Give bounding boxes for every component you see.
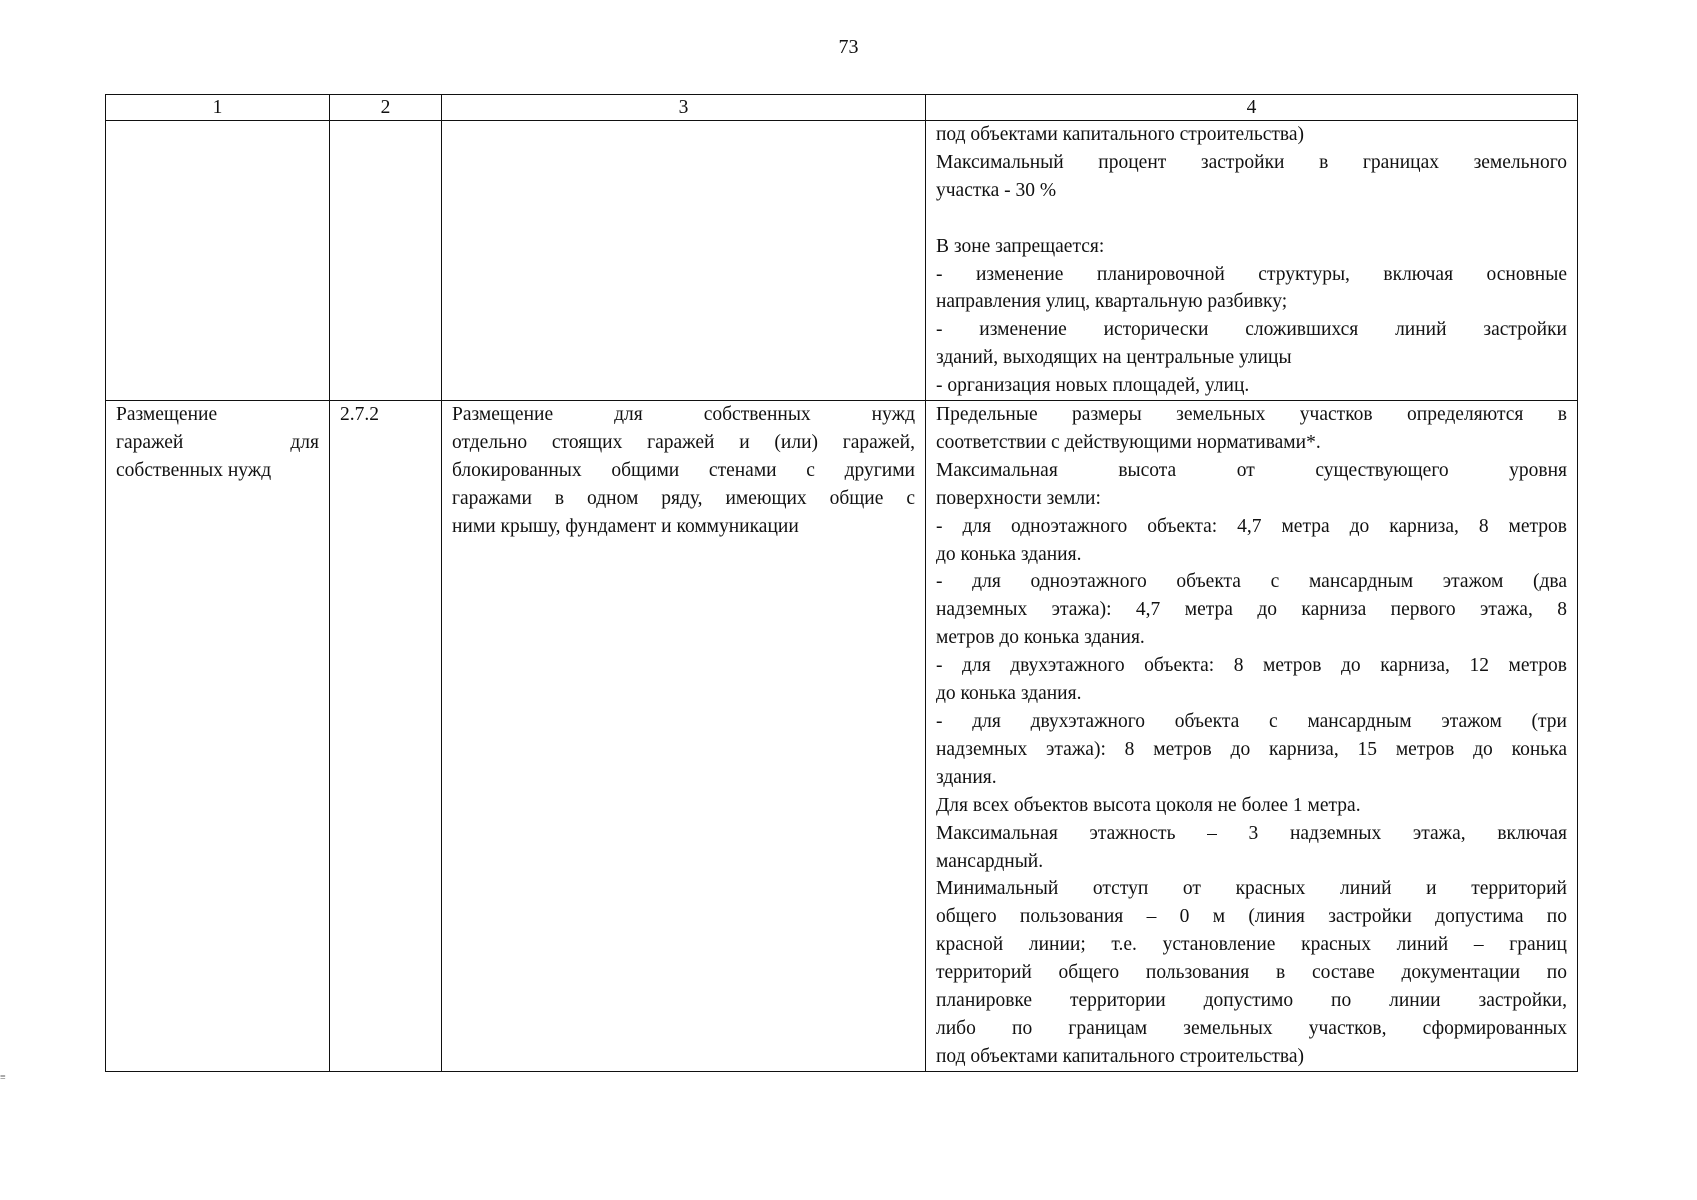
text-line: отдельно стоящих гаражей и (или) гаражей, xyxy=(452,431,915,453)
header-row xyxy=(106,95,1578,121)
text-line: - для двухэтажного объекта с мансардным этажом (три xyxy=(936,711,1567,733)
text-line: до конька здания. xyxy=(936,543,1082,565)
text-line: надземных этажа): 4,7 метра до карниза первого этажа, 8 xyxy=(936,599,1567,621)
text-line: метров до конька здания. xyxy=(936,627,1145,649)
text-line: поверхности земли: xyxy=(936,487,1101,509)
regulations-table xyxy=(105,94,1578,1072)
text-line: планировке территории допустимо по линии застройки, xyxy=(936,990,1567,1012)
header-col-2: 2 xyxy=(330,95,442,121)
text-line: - для двухэтажного объекта: 8 метров до карниза, 12 метров xyxy=(936,655,1567,677)
text-line: Размещение xyxy=(116,404,218,426)
text-line: В зоне запрещается: xyxy=(936,235,1105,257)
header-col-3: 3 xyxy=(442,95,926,121)
text-line: здания. xyxy=(936,766,997,788)
text-line: под объектами капитального строительства) xyxy=(936,1045,1305,1067)
text-line: участка - 30 % xyxy=(936,179,1057,201)
text-line: территорий общего пользования в составе документации по xyxy=(936,962,1567,984)
table-row-continuation xyxy=(106,121,1578,401)
cont-col2-cell xyxy=(330,121,442,401)
text-line: направления улиц, квартальную разбивку; xyxy=(936,291,1288,313)
header-col-1: 1 xyxy=(106,95,330,121)
text-line: красной линии; т.е. установление красных линий – границ xyxy=(936,934,1567,956)
text-line: - для одноэтажного объекта: 4,7 метра до карниза, 8 метров xyxy=(936,515,1567,537)
text-line: под объектами капитального строительства) xyxy=(936,124,1305,145)
text-line: гаражей для xyxy=(116,431,319,453)
text-line: Предельные размеры земельных участков определяются в xyxy=(936,404,1567,426)
text-line: либо по границам земельных участков, сформированных xyxy=(936,1017,1567,1039)
text-line: ними крышу, фундамент и коммуникации xyxy=(452,515,799,537)
cont-col3-cell xyxy=(442,121,926,401)
cont-col4-cell xyxy=(926,121,1578,401)
text-line: соответствии с действующими нормативами*. xyxy=(936,431,1321,453)
text-line: - изменение планировочной структуры, включая основные xyxy=(936,263,1567,285)
text-line: - изменение исторически сложившихся линий застройки xyxy=(936,319,1567,341)
text-line: - для одноэтажного объекта с мансардным этажом (два xyxy=(936,571,1567,593)
text-line: - организация новых площадей, улиц. xyxy=(936,375,1250,397)
text-line: до конька здания. xyxy=(936,683,1082,705)
text-line xyxy=(936,205,1567,233)
text-line: Максимальная этажность – 3 надземных этажа, включая xyxy=(936,822,1567,844)
text-line: собственных нужд xyxy=(116,459,272,481)
page-number: 73 xyxy=(838,36,859,58)
table-row-garages xyxy=(106,401,1578,1072)
parameters-cell xyxy=(926,401,1578,1072)
header-col-4: 4 xyxy=(926,95,1578,121)
text-line: Для всех объектов высота цоколя не более 1 метра. xyxy=(936,794,1361,816)
use-description-cell xyxy=(442,401,926,1072)
text-line: надземных этажа): 8 метров до карниза, 15 метров до конька xyxy=(936,738,1567,760)
scan-margin-mark: ≡ xyxy=(0,1072,6,1083)
text-line: Размещение для собственных нужд xyxy=(452,404,915,426)
use-type-name-cell xyxy=(106,401,330,1072)
text-line: Минимальный отступ от красных линий и территорий xyxy=(936,878,1567,900)
use-code-cell: 2.7.2 xyxy=(330,401,442,1072)
text-line: гаражами в одном ряду, имеющих общие с xyxy=(452,487,915,509)
text-line: мансардный. xyxy=(936,850,1044,872)
cont-col1-cell xyxy=(106,121,330,401)
text-line: общего пользования – 0 м (линия застройки допустима по xyxy=(936,906,1567,928)
text-line: зданий, выходящих на центральные улицы xyxy=(936,347,1292,369)
text-line: блокированных общими стенами с другими xyxy=(452,459,915,481)
text-line: Максимальный процент застройки в границах земельного xyxy=(936,151,1567,173)
text-line: Максимальная высота от существующего уровня xyxy=(936,459,1567,481)
